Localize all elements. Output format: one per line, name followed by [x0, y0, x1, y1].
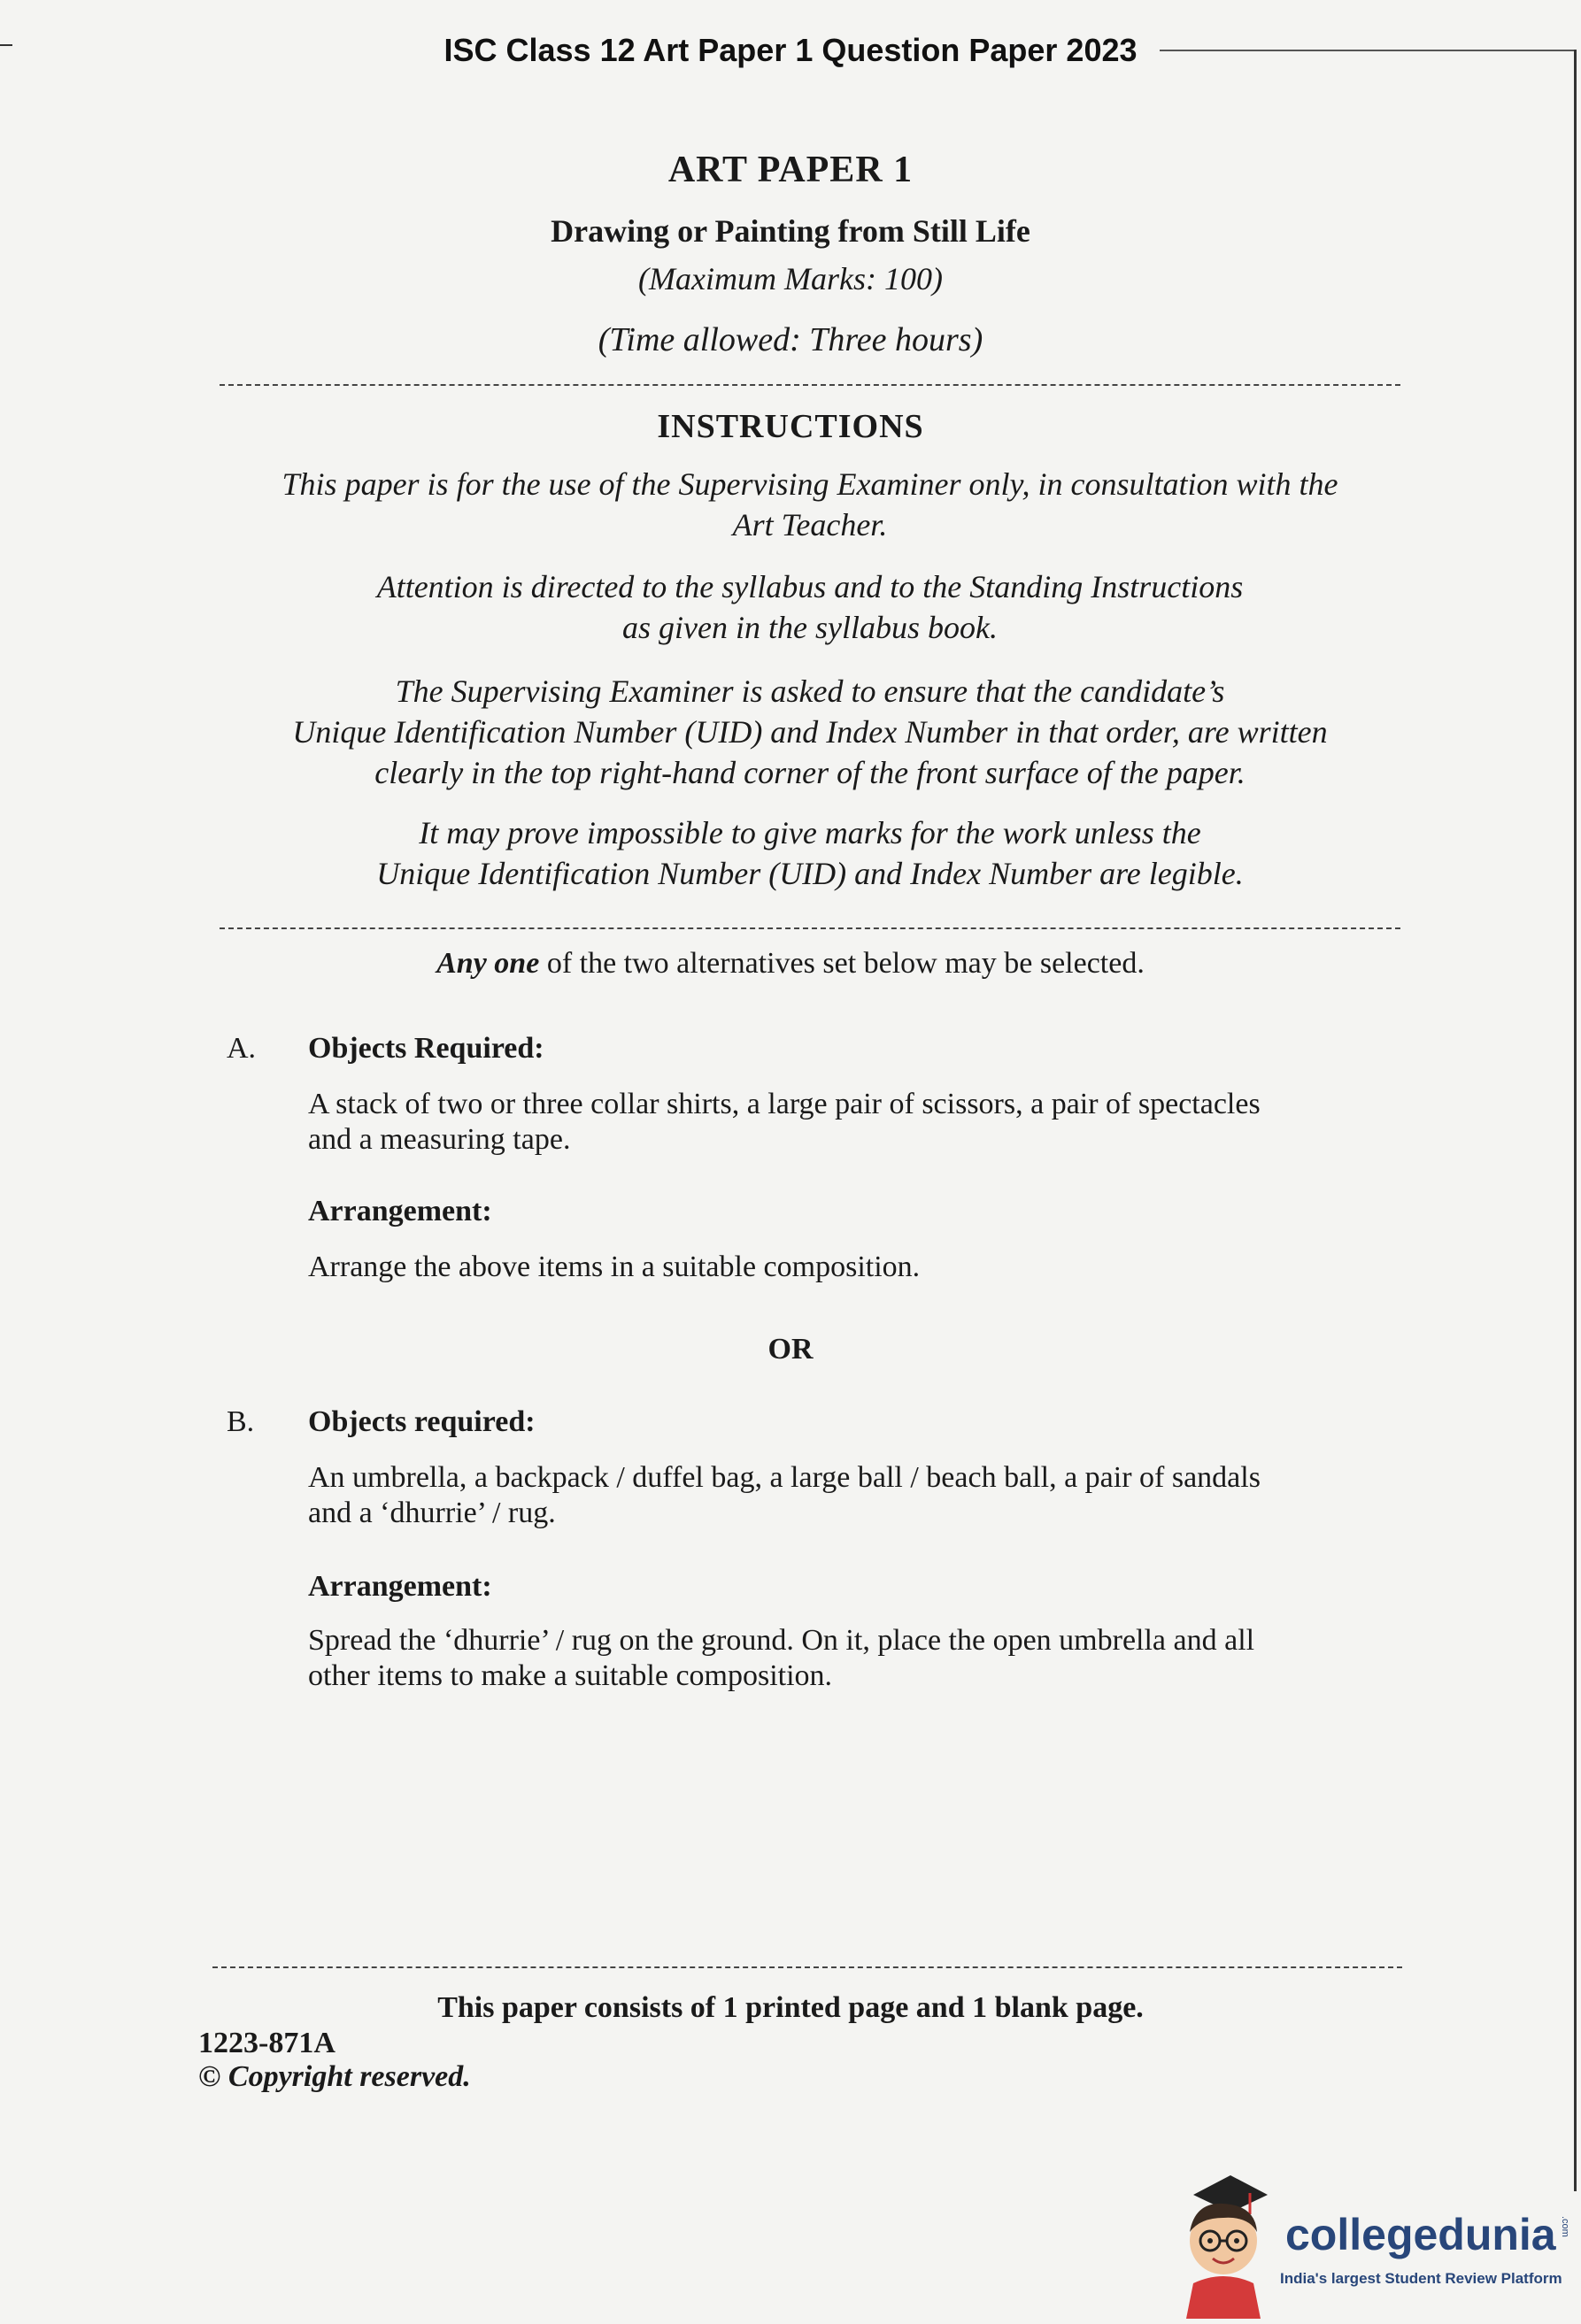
mascot-logo-icon: [1168, 2159, 1284, 2319]
selection-note: [0, 947, 1581, 981]
text-line: Spread the ‘dhurrie’ / rug on the ground. On it, place the open umbrella and all: [308, 1624, 1255, 1657]
option-b-objects: [308, 1460, 1370, 1531]
time-allowed: (Time allowed: Three hours): [598, 321, 983, 358]
text-line: other items to make a suitable composition.: [308, 1659, 833, 1692]
instruction-line: Unique Identification Number (UID) and Index Number are legible.: [376, 856, 1244, 891]
or-separator: OR: [767, 1333, 814, 1366]
header-title: ISC Class 12 Art Paper 1 Question Paper 2023: [443, 32, 1138, 68]
divider: [212, 1966, 1402, 1968]
text-line: A stack of two or three collar shirts, a large pair of scissors, a pair of spectacles: [308, 1088, 1261, 1120]
option-b-objects-label: Objects required:: [308, 1405, 536, 1438]
text-line: An umbrella, a backpack / duffel bag, a large ball / beach ball, a pair of sandals: [308, 1461, 1261, 1494]
selection-emphasis: Any one: [436, 947, 540, 980]
text-line: and a measuring tape.: [308, 1123, 571, 1156]
option-b-letter: B.: [227, 1405, 255, 1438]
option-a-objects-label: Objects Required:: [308, 1032, 544, 1065]
instruction-line: Art Teacher.: [732, 507, 888, 543]
instruction-paragraph: [212, 464, 1407, 545]
instruction-line: as given in the syllabus book.: [622, 610, 998, 645]
option-a-arrangement: Arrange the above items in a suitable composition.: [308, 1250, 921, 1283]
paper-code: 1223-871A: [198, 2027, 335, 2059]
copyright: © Copyright reserved.: [198, 2060, 471, 2093]
instruction-line: Unique Identification Number (UID) and Index Number in that order, are written: [292, 714, 1328, 750]
selection-rest: of the two alternatives set below may be selected.: [539, 947, 1145, 980]
option-b-arrangement-label: Arrangement:: [308, 1570, 492, 1603]
instruction-line: This paper is for the use of the Supervising Examiner only, in consultation with the: [281, 466, 1338, 502]
instructions-heading: INSTRUCTIONS: [657, 408, 924, 445]
brand-name: collegedunia: [1285, 2210, 1556, 2259]
option-b-arrangement: [308, 1623, 1370, 1694]
divider: [220, 384, 1400, 386]
brand-tagline: India's largest Student Review Platform: [1280, 2270, 1562, 2287]
divider: [220, 927, 1400, 929]
option-a-letter: A.: [227, 1032, 257, 1065]
instruction-paragraph: [212, 566, 1407, 648]
instruction-line: clearly in the top right-hand corner of the front surface of the paper.: [374, 755, 1246, 790]
brand-suffix: .com: [1560, 2216, 1570, 2237]
instruction-paragraph: [212, 671, 1407, 793]
option-a-arrangement-label: Arrangement:: [308, 1195, 492, 1227]
instruction-line: Attention is directed to the syllabus and to the Standing Instructions: [376, 569, 1244, 604]
page-count-note: This paper consists of 1 printed page and 1 blank page.: [437, 1991, 1144, 2024]
instruction-line: The Supervising Examiner is asked to ensure that the candidate’s: [395, 673, 1225, 709]
paper-title: ART PAPER 1: [667, 150, 914, 190]
instruction-paragraph: [212, 812, 1407, 894]
paper-subtitle: Drawing or Painting from Still Life: [551, 213, 1030, 249]
maximum-marks: (Maximum Marks: 100): [638, 261, 943, 296]
page-edge: [1574, 50, 1577, 2191]
text-line: and a ‘dhurrie’ / rug.: [308, 1497, 556, 1529]
instruction-line: It may prove impossible to give marks for the work unless the: [419, 815, 1201, 850]
option-a-objects: [308, 1087, 1370, 1158]
